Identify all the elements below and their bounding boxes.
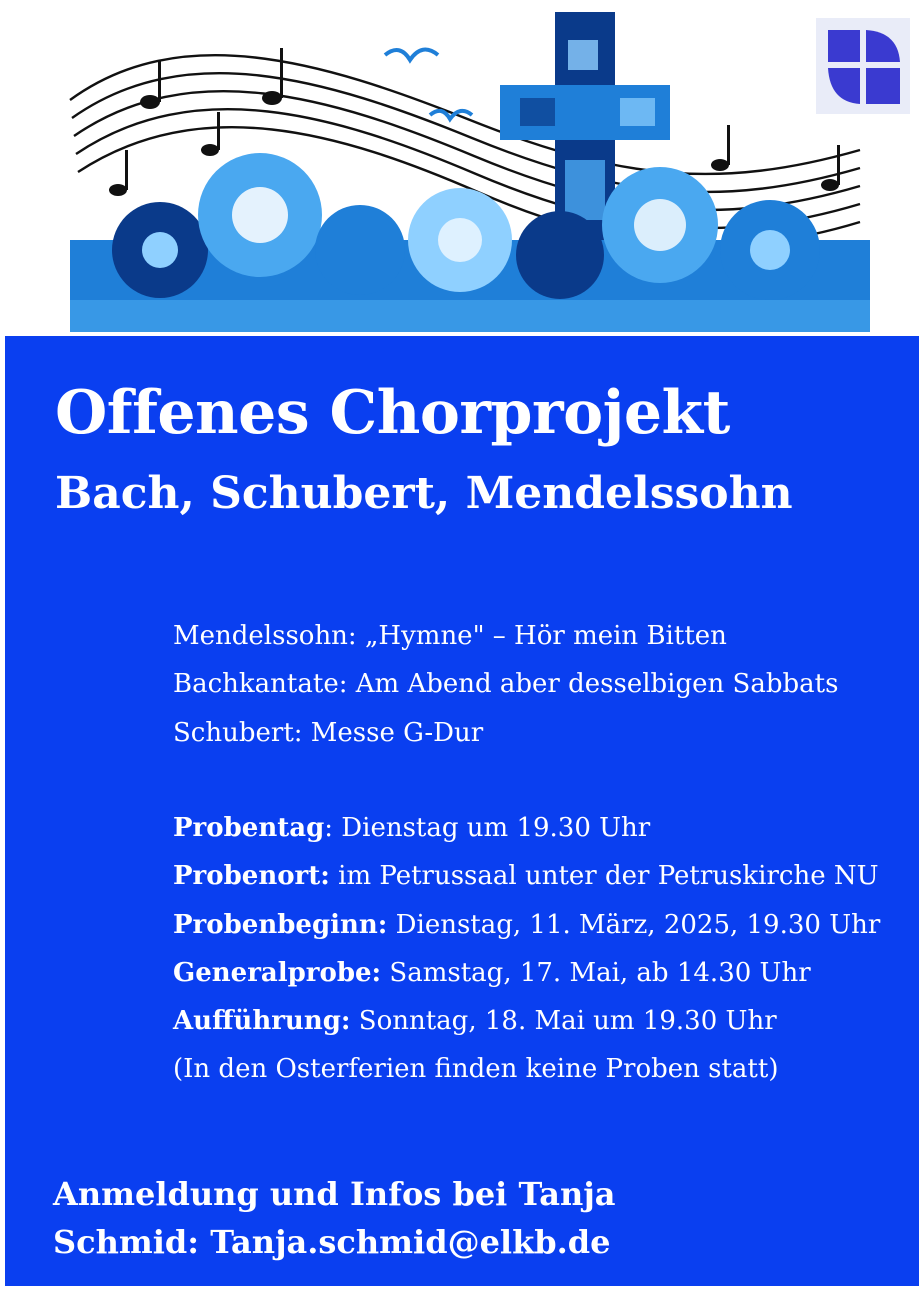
rehearsal-value: Sonntag, 18. Mai um 19.30 Uhr (350, 1006, 777, 1037)
work-item: Bachkantate: Am Abend aber desselbigen Sabbats (173, 669, 839, 700)
choir-music-illustration (0, 0, 919, 336)
rehearsal-day (173, 804, 880, 852)
contact-info (53, 1170, 616, 1266)
poster-title: Offenes Chorprojekt (55, 378, 730, 448)
rehearsal-label: Probenort: (173, 861, 330, 892)
contact-line: Anmeldung und Infos bei Tanja (53, 1175, 616, 1213)
rehearsal-value: Samstag, 17. Mai, ab 14.30 Uhr (381, 957, 811, 988)
rehearsal-start (173, 901, 880, 949)
poster-panel (5, 336, 919, 1286)
rehearsal-value: Dienstag, 11. März, 2025, 19.30 Uhr (387, 909, 881, 940)
contact-email: Schmid: Tanja.schmid@elkb.de (53, 1223, 611, 1261)
performance (173, 997, 880, 1045)
works-list (173, 612, 838, 757)
rehearsal-label: Generalprobe: (173, 957, 382, 988)
rehearsal-value: : Dienstag um 19.30 Uhr (324, 813, 651, 843)
rehearsal-label: Probenbeginn: (173, 909, 388, 940)
rehearsal-label: Probentag (173, 813, 325, 843)
work-item: Schubert: Messe G-Dur (173, 717, 484, 748)
poster-subtitle: Bach, Schubert, Mendelssohn (55, 468, 793, 519)
rehearsal-details (173, 804, 880, 1094)
rehearsal-label: Aufführung: (173, 1006, 351, 1037)
wave-icon (70, 153, 870, 332)
rehearsal-location (173, 852, 880, 900)
dress-rehearsal (173, 949, 880, 997)
holiday-note: (In den Osterferien finden keine Proben statt) (173, 1054, 779, 1085)
header-illustration (0, 0, 919, 336)
church-cross-logo (816, 18, 910, 114)
work-item: Mendelssohn: „Hymne" – Hör mein Bitten (173, 621, 727, 651)
rehearsal-value: im Petrussaal unter der Petruskirche NU (329, 861, 879, 892)
